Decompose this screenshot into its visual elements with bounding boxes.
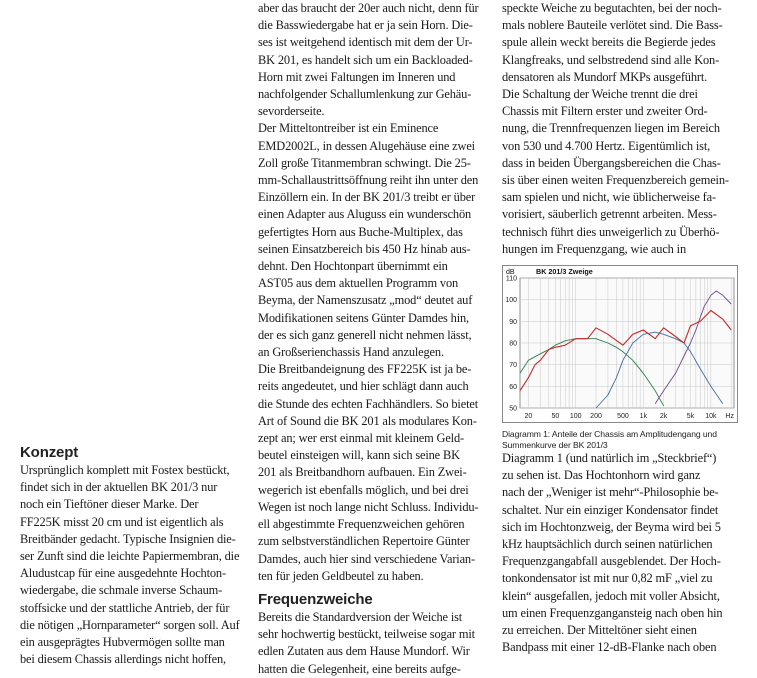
y-axis-label: dB (506, 269, 515, 276)
text-line: von 530 und 4.700 Hertz. Eigentümlich ist, (502, 138, 711, 153)
text-line: Die Schaltung der Weiche trennt die drei (502, 87, 698, 102)
text-line: Modifikationen seitens Günter Damdes hin, (258, 310, 469, 325)
text-line: Aludustcap für eine ausgedehnte Hochton- (20, 566, 226, 581)
text-line: technisch führt dies unweigerlich zu Überhö- (502, 224, 720, 239)
text-line: zum selbstverständlichen Repertoire Günter (258, 534, 470, 549)
frequency-response-chart (502, 265, 738, 423)
frequency-response-figure (502, 265, 738, 451)
x-tick-label: Hz (725, 413, 734, 420)
text-line: tonkondensator ist mit nur 0,82 mF „viel zu (502, 571, 713, 586)
y-tick-label: 110 (505, 275, 517, 283)
text-line: Klangfreaks, und selbstredend sind alle Kon- (502, 52, 720, 67)
text-line: BK 201, es handelt sich um ein Backloaded- (258, 52, 473, 67)
column-3-bottom (502, 450, 740, 656)
text-line: FF225K misst 20 cm und ist eigentlich als (20, 514, 224, 529)
x-tick-label: 200 (590, 413, 602, 420)
text-line: sis über einen weiten Frequenzbereich gemein- (502, 173, 729, 188)
text-line: nachfolgender Schallumlenkung zur Gehäu- (258, 87, 472, 102)
y-tick-label: 80 (509, 340, 517, 348)
col1-body (20, 462, 245, 668)
col2-body-bottom (258, 609, 490, 678)
text-line: Diagramm 1 (und natürlich im „Steckbrief“) (502, 451, 717, 465)
text-line: ten für jeden Geldbeutel zu haben. (258, 568, 424, 583)
text-line: um einen Frequenzgangansteig nach oben hin (502, 605, 723, 620)
x-tick-label: 100 (569, 413, 582, 420)
text-line: dehnt. Den Hochtonpart übernimmt ein (258, 259, 448, 274)
text-line: Frequenzgangabfall ausgeblendet. Der Hoch- (502, 554, 721, 569)
x-tick-label: 2k (659, 413, 668, 420)
text-line: sehr hochwertig bestückt, teilweise sogar mit (258, 627, 475, 642)
text-line: hungen im Frequenzgang, wie auch in (502, 241, 686, 256)
text-line: zu erreichen. Der Mitteltöner sieht einen (502, 623, 697, 638)
text-line: ell abgestimmte Frequenzweichen gehören (258, 517, 465, 532)
heading-frequenzweiche: Frequenzweiche (258, 590, 373, 608)
column-3 (502, 0, 740, 258)
text-line: klein“ ausgefallen, jedoch mit voller Absicht, (502, 588, 720, 603)
text-line: sich im Hochtonzweig, der Beyma wird bei 5 (502, 519, 721, 534)
text-line: Einzöllern ein. In der BK 201/3 treibt er über (258, 190, 476, 205)
text-line: speckte Weiche zu begutachten, bei der noch- (502, 1, 722, 15)
y-tick-label: 70 (509, 362, 517, 370)
x-tick-label: 10k (705, 413, 717, 420)
text-line: wiedergabe, die schmale inverse Schaum- (20, 583, 223, 598)
chart-title: BK 201/3 Zweige (536, 267, 593, 276)
text-line: sevorderseite. (258, 104, 325, 119)
y-tick-label: 90 (509, 318, 517, 326)
text-line: reits angedeutet, und hier schlägt dann auch (258, 379, 469, 394)
text-line: ein ausgeprägtes Hubvermögen sollte man (20, 635, 225, 650)
text-line: Damdes, auch hier sind verschiedene Varian- (258, 551, 475, 566)
heading-konzept: Konzept (20, 444, 79, 461)
text-line: Zoll große Titanmembran schwingt. Die 25- (258, 155, 471, 170)
text-line: mm-Schallaustrittsöffnung reiht ihn unter den (258, 173, 479, 188)
x-tick-label: 5k (686, 413, 695, 420)
text-line: spule allein weckt bereits die Begierde jedes (502, 35, 716, 50)
text-line: wegerich ist ebenfalls möglich, und bei drei (258, 482, 469, 497)
text-line: der es sich ganz generell nicht nehmen lässt, (258, 327, 472, 342)
y-tick-label: 50 (509, 405, 517, 413)
text-line: gefertigtes Horn aus Buche-Multiplex, das (258, 224, 463, 239)
text-line: Wegen ist noch lange nicht Schluss. Individu- (258, 499, 479, 514)
text-line: vorisiert, säuberlich getrennt arbeiten. Mess- (502, 207, 717, 222)
column-2 (258, 0, 490, 678)
col2-body-top (258, 0, 490, 585)
text-line: die Basswiedergabe hat er ja sein Horn. Die- (258, 18, 473, 33)
text-line: edlen Zutaten aus dem Hause Mundorf. Wir (258, 644, 470, 659)
text-line: findet sich in der aktuellen BK 201/3 nur (20, 480, 218, 495)
text-line: 201 als Breitbandhorn aufbauen. Ein Zwei- (258, 465, 467, 480)
y-tick-label: 60 (509, 383, 517, 391)
text-line: zu sehen ist. Das Hochtonhorn wird ganz (502, 468, 701, 483)
text-line: Horn mit zwei Faltungen im Inneren und (258, 69, 456, 84)
text-line: seinen Einsatzbereich bis 450 Hz hinab aus- (258, 241, 471, 256)
text-line: ser Zunft sind die leichte Papiermembran, die (20, 549, 240, 564)
text-line: die nötigen „Hornparameter“ sorgen soll. Auf (20, 617, 240, 632)
text-line: Bandpass mit einer 12-dB-Flanke nach oben (502, 640, 717, 655)
text-line: mals noblere Bauteile verlötet sind. Die Bass- (502, 18, 723, 33)
text-line: einen Adapter aus Aluguss ein wunderschön (258, 207, 472, 222)
text-line: ses ist weitgehend identisch mit dem der Ur- (258, 35, 473, 50)
text-line: die Stunde des echten Fachhändlers. So bietet (258, 396, 479, 411)
text-line: beutel einsteigen will, kann sich seine BK (258, 448, 460, 463)
text-line: densatoren als Mundorf MKPs ausgeführt. (502, 69, 708, 84)
text-line: Art of Sound die BK 201 als modulares Kon- (258, 413, 477, 428)
text-line: schaltet. Nur ein einziger Kondensator findet (502, 502, 719, 517)
text-line: sam spielen und nicht, wie üblicherweise fa- (502, 190, 716, 205)
text-line: Chassis mit Filtern erster und zweiter Ord- (502, 104, 708, 119)
text-line: Der Mitteltontreiber ist ein Eminence (258, 121, 439, 136)
text-line: bei diesem Chassis allerdings nicht hoffen, (20, 652, 226, 667)
text-line: nach der „Weniger ist mehr“-Philosophie be- (502, 485, 719, 500)
text-line: noch ein Tieftöner dieser Marke. Der (20, 497, 199, 512)
x-tick-label: 500 (617, 413, 629, 420)
text-line: zept an; wer erst einmal mit kleinem Geld- (258, 431, 464, 446)
text-line: nung, die Trennfrequenzen liegen im Bereich (502, 121, 720, 136)
x-tick-label: 20 (524, 413, 533, 420)
text-line: an Großserienchassis Hand anzulegen. (258, 345, 444, 360)
text-line: kHz hauptsächlich durch seinen natürlichen (502, 537, 713, 552)
figure-caption: Diagramm 1: Anteile der Chassis am Amplitudengang und Summenkurve der BK 201/3 (502, 429, 717, 450)
x-tick-label: 1k (639, 413, 647, 420)
column-1 (20, 444, 245, 668)
text-line: EMD2002L, in dessen Alugehäuse eine zwei (258, 138, 475, 153)
text-line: Ursprünglich komplett mit Fostex bestückt, (20, 463, 230, 477)
text-line: dass in beiden Übergangsbereichen die Chas- (502, 155, 721, 170)
x-tick-label: 50 (551, 413, 560, 420)
text-line: Beyma, der Namenszusatz „mod“ deutet auf (258, 293, 473, 308)
col3-body-top (502, 0, 740, 258)
text-line: Breitbänder gedacht. Typische Insignien die- (20, 531, 236, 546)
y-tick-label: 100 (505, 297, 517, 305)
text-line: aber das braucht der 20er auch nicht, denn für (258, 1, 479, 15)
text-line: AST05 aus dem aktuellen Programm von (258, 276, 459, 291)
text-line: Bereits die Standardversion der Weiche ist (258, 609, 463, 624)
text-line: hatten die Gelegenheit, eine bereits aufge- (258, 661, 461, 676)
text-line: Die Breitbandeignung des FF225K ist ja be- (258, 362, 472, 377)
text-line: stoffsicke und der stattliche Antrieb, der für (20, 600, 230, 615)
chart-frame (502, 265, 738, 423)
